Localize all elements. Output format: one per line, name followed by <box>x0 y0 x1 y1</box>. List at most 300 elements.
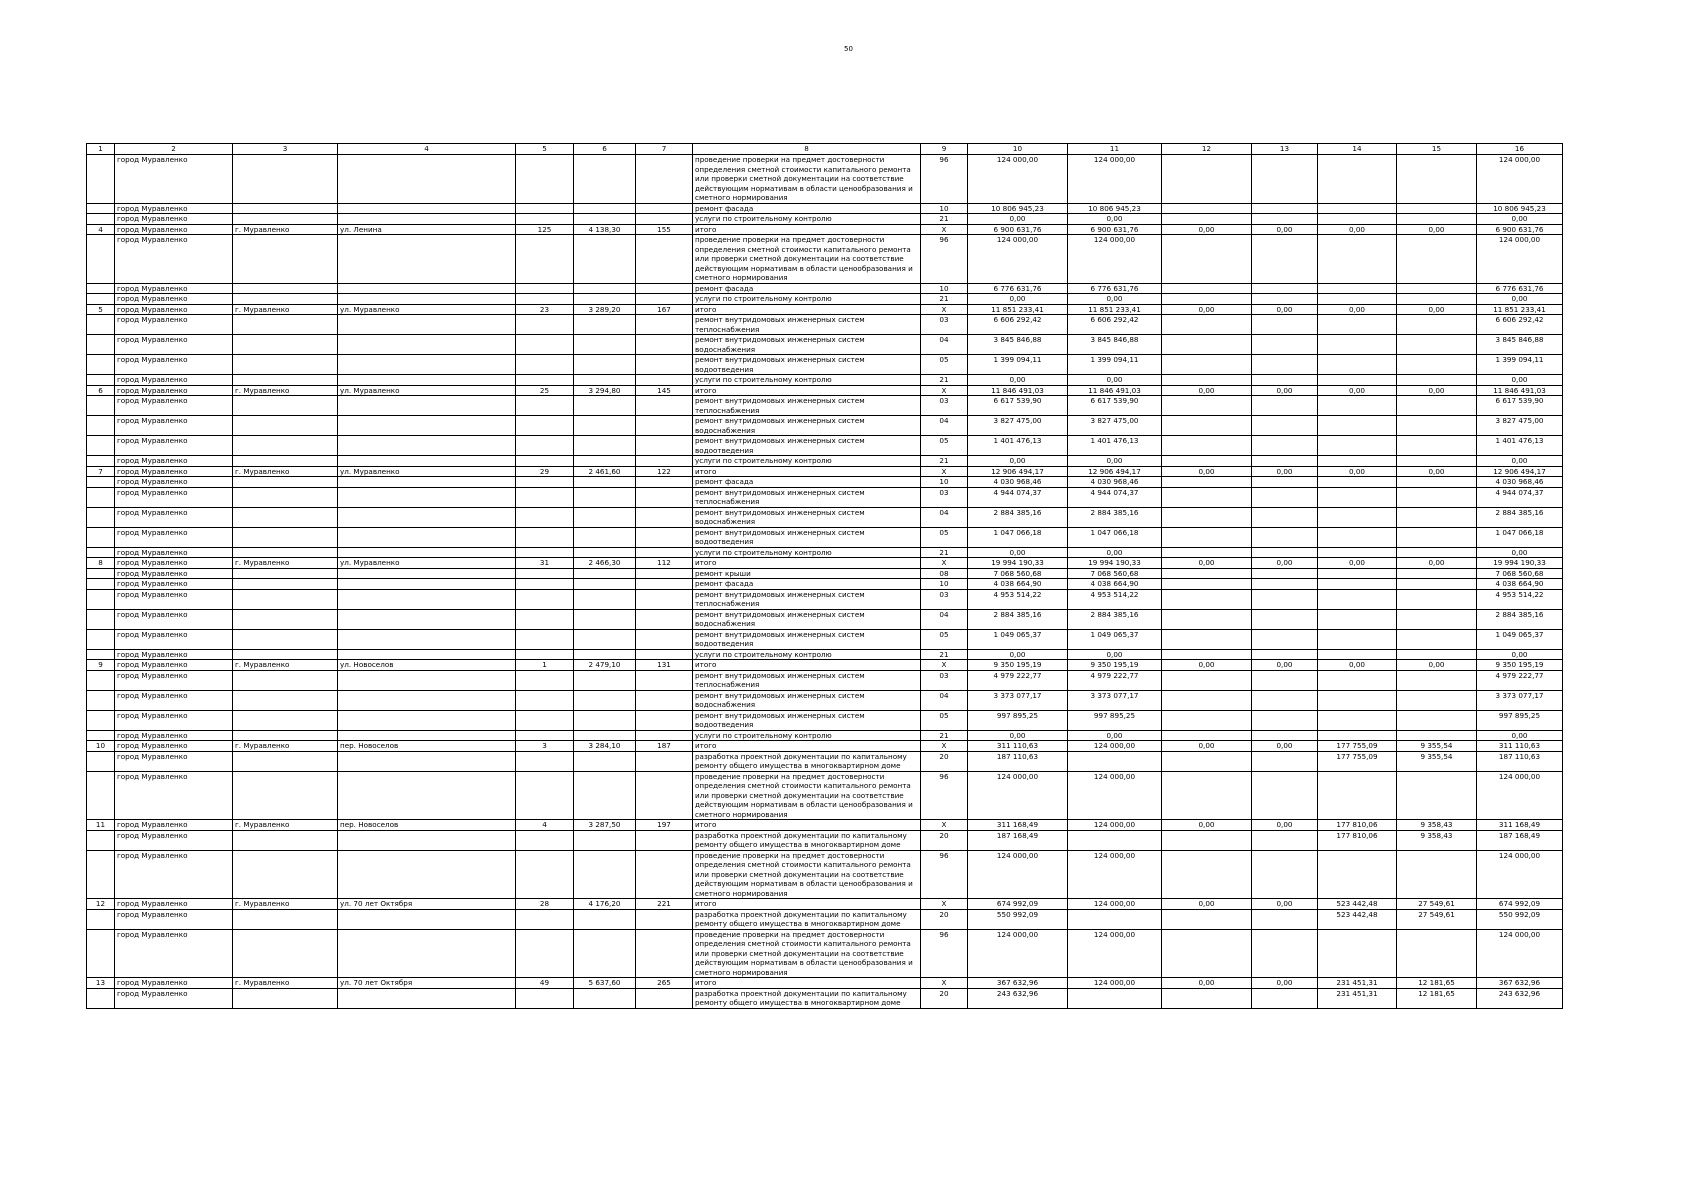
cell-fund-cost: 124 000,00 <box>1068 929 1162 978</box>
cell-fund-cost: 2 884 385,16 <box>1068 507 1162 527</box>
cell-street <box>338 830 516 850</box>
cell-fund-cost: 6 776 631,76 <box>1068 283 1162 294</box>
cell-no <box>87 283 115 294</box>
cell-code: 96 <box>921 929 968 978</box>
cell-house <box>516 579 574 590</box>
cell-code: 04 <box>921 690 968 710</box>
cell-fund-cost: 3 827 475,00 <box>1068 416 1162 436</box>
cell-no <box>87 710 115 730</box>
cell-municipality: город Муравленко <box>115 579 233 590</box>
cell-other-funds <box>1397 235 1477 284</box>
table-row <box>87 751 1563 771</box>
cell-work-type: ремонт внутридомовых инженерных систем теплоснабжения <box>693 589 921 609</box>
cell-total-cost: 3 373 077,17 <box>968 690 1068 710</box>
cell-cost-sum: 6 606 292,42 <box>1477 315 1563 335</box>
table-row <box>87 649 1563 660</box>
cell-budget-ao <box>1162 730 1252 741</box>
cell-house <box>516 155 574 204</box>
cell-no <box>87 579 115 590</box>
cell-settlement <box>233 416 338 436</box>
cell-work-type: ремонт внутридомовых инженерных систем теплоснабжения <box>693 487 921 507</box>
cell-budget-ao <box>1162 690 1252 710</box>
cell-budget-mo: 0,00 <box>1252 385 1318 396</box>
cell-other-funds: 9 355,54 <box>1397 751 1477 771</box>
cell-cost-sum: 311 168,49 <box>1477 820 1563 831</box>
cell-street <box>338 375 516 386</box>
table-row <box>87 988 1563 1008</box>
cell-other-funds: 12 181,65 <box>1397 978 1477 989</box>
cell-fund-cost: 124 000,00 <box>1068 978 1162 989</box>
cell-area: 2 466,30 <box>574 558 636 569</box>
cell-settlement <box>233 355 338 375</box>
cell-fund-cost: 124 000,00 <box>1068 741 1162 752</box>
cell-cost-sum: 124 000,00 <box>1477 235 1563 284</box>
cell-area <box>574 507 636 527</box>
cell-residents: 155 <box>636 224 693 235</box>
cell-residents <box>636 830 693 850</box>
cell-area <box>574 203 636 214</box>
cell-budget-ao: 0,00 <box>1162 385 1252 396</box>
cell-budget-ao: 0,00 <box>1162 558 1252 569</box>
cell-municipality: город Муравленко <box>115 629 233 649</box>
cell-street <box>338 203 516 214</box>
cell-no <box>87 771 115 820</box>
cell-other-funds <box>1397 456 1477 467</box>
table-row <box>87 315 1563 335</box>
cell-fund-cost: 4 953 514,22 <box>1068 589 1162 609</box>
cell-no: 9 <box>87 660 115 671</box>
cell-budget-ao <box>1162 850 1252 899</box>
cell-fund-cost: 0,00 <box>1068 294 1162 305</box>
table-row <box>87 568 1563 579</box>
cell-owners-funds <box>1318 235 1397 284</box>
cell-settlement <box>233 477 338 488</box>
cell-total-cost: 0,00 <box>968 649 1068 660</box>
cell-code: Х <box>921 304 968 315</box>
header-cell-total-cost: 10 <box>968 144 1068 155</box>
cell-budget-ao <box>1162 527 1252 547</box>
cell-work-type: ремонт внутридомовых инженерных систем водоотведения <box>693 527 921 547</box>
cell-cost-sum: 7 068 560,68 <box>1477 568 1563 579</box>
table-row <box>87 487 1563 507</box>
cell-budget-mo: 0,00 <box>1252 466 1318 477</box>
cell-cost-sum: 0,00 <box>1477 294 1563 305</box>
cell-budget-mo <box>1252 690 1318 710</box>
cell-street <box>338 155 516 204</box>
cell-other-funds <box>1397 629 1477 649</box>
cell-street: ул. Муравленко <box>338 385 516 396</box>
cell-work-type: итого <box>693 899 921 910</box>
cell-residents: 122 <box>636 466 693 477</box>
cell-cost-sum: 3 845 846,88 <box>1477 335 1563 355</box>
cell-residents <box>636 547 693 558</box>
table-row <box>87 820 1563 831</box>
cell-budget-mo <box>1252 416 1318 436</box>
cell-code: 10 <box>921 203 968 214</box>
cell-budget-mo <box>1252 487 1318 507</box>
cell-no: 6 <box>87 385 115 396</box>
cell-budget-mo <box>1252 988 1318 1008</box>
cell-municipality: город Муравленко <box>115 416 233 436</box>
cell-street <box>338 335 516 355</box>
cell-residents: 112 <box>636 558 693 569</box>
table-row <box>87 547 1563 558</box>
cell-work-type: проведение проверки на предмет достоверности определения сметной стоимости капитального ремонта или проверки сметной документации на соответствие действующим нормативам в области ценообразования и сметного нормирования <box>693 850 921 899</box>
header-cell-work-type: 8 <box>693 144 921 155</box>
header-cell-municipality: 2 <box>115 144 233 155</box>
cell-no <box>87 235 115 284</box>
cell-area <box>574 830 636 850</box>
cell-house <box>516 294 574 305</box>
table-row <box>87 396 1563 416</box>
cell-budget-ao <box>1162 315 1252 335</box>
cell-municipality: город Муравленко <box>115 203 233 214</box>
cell-cost-sum: 0,00 <box>1477 214 1563 225</box>
cell-budget-ao <box>1162 649 1252 660</box>
header-cell-cost-sum: 16 <box>1477 144 1563 155</box>
cell-total-cost: 0,00 <box>968 730 1068 741</box>
cell-municipality: город Муравленко <box>115 649 233 660</box>
cell-budget-mo <box>1252 375 1318 386</box>
cell-settlement <box>233 988 338 1008</box>
cell-other-funds: 0,00 <box>1397 385 1477 396</box>
cell-work-type: ремонт крыши <box>693 568 921 579</box>
cell-cost-sum: 124 000,00 <box>1477 155 1563 204</box>
cell-budget-mo <box>1252 456 1318 467</box>
cell-other-funds: 0,00 <box>1397 304 1477 315</box>
cell-total-cost: 12 906 494,17 <box>968 466 1068 477</box>
cell-owners-funds <box>1318 155 1397 204</box>
cell-street <box>338 751 516 771</box>
cell-code: 21 <box>921 649 968 660</box>
table-row <box>87 294 1563 305</box>
cell-budget-ao <box>1162 436 1252 456</box>
cell-budget-ao <box>1162 547 1252 558</box>
cell-code: 21 <box>921 730 968 741</box>
cell-cost-sum: 550 992,09 <box>1477 909 1563 929</box>
header-cell-street: 4 <box>338 144 516 155</box>
cell-owners-funds: 177 755,09 <box>1318 751 1397 771</box>
cell-street <box>338 235 516 284</box>
cell-street <box>338 710 516 730</box>
cell-house <box>516 396 574 416</box>
cell-residents <box>636 294 693 305</box>
cell-total-cost: 4 038 664,90 <box>968 579 1068 590</box>
cell-budget-mo <box>1252 771 1318 820</box>
cell-settlement: г. Муравленко <box>233 385 338 396</box>
cell-total-cost: 9 350 195,19 <box>968 660 1068 671</box>
table-row <box>87 558 1563 569</box>
cell-work-type: разработка проектной документации по капитальному ремонту общего имущества в многоквартирном доме <box>693 830 921 850</box>
cell-cost-sum: 997 895,25 <box>1477 710 1563 730</box>
cell-budget-ao <box>1162 294 1252 305</box>
cell-municipality: город Муравленко <box>115 850 233 899</box>
cell-municipality: город Муравленко <box>115 155 233 204</box>
cell-total-cost: 0,00 <box>968 375 1068 386</box>
cell-budget-mo <box>1252 315 1318 335</box>
cell-budget-ao <box>1162 751 1252 771</box>
cell-total-cost: 19 994 190,33 <box>968 558 1068 569</box>
cell-area <box>574 670 636 690</box>
cell-work-type: ремонт внутридомовых инженерных систем водоотведения <box>693 710 921 730</box>
cell-municipality: город Муравленко <box>115 710 233 730</box>
cell-cost-sum: 6 776 631,76 <box>1477 283 1563 294</box>
cell-owners-funds: 0,00 <box>1318 558 1397 569</box>
cell-budget-ao <box>1162 214 1252 225</box>
cell-budget-ao <box>1162 710 1252 730</box>
cell-no <box>87 487 115 507</box>
cell-total-cost: 11 851 233,41 <box>968 304 1068 315</box>
cell-other-funds <box>1397 710 1477 730</box>
cell-total-cost: 243 632,96 <box>968 988 1068 1008</box>
cell-street <box>338 527 516 547</box>
cell-cost-sum: 367 632,96 <box>1477 978 1563 989</box>
cell-no <box>87 214 115 225</box>
table-header-row <box>87 144 1563 155</box>
cell-street: ул. Муравленко <box>338 466 516 477</box>
cell-owners-funds <box>1318 487 1397 507</box>
cell-street <box>338 609 516 629</box>
cell-other-funds <box>1397 155 1477 204</box>
cell-total-cost: 124 000,00 <box>968 929 1068 978</box>
cell-no <box>87 547 115 558</box>
cell-owners-funds <box>1318 579 1397 590</box>
cell-area <box>574 375 636 386</box>
cell-owners-funds <box>1318 416 1397 436</box>
cell-settlement <box>233 396 338 416</box>
cell-budget-mo <box>1252 589 1318 609</box>
table-row <box>87 909 1563 929</box>
cell-budget-mo: 0,00 <box>1252 558 1318 569</box>
cell-house: 125 <box>516 224 574 235</box>
page-number: 50 <box>844 45 853 53</box>
cell-house <box>516 487 574 507</box>
cell-house <box>516 730 574 741</box>
cell-budget-ao: 0,00 <box>1162 978 1252 989</box>
header-cell-fund-cost: 11 <box>1068 144 1162 155</box>
cell-house: 4 <box>516 820 574 831</box>
cell-budget-mo <box>1252 649 1318 660</box>
cell-other-funds: 0,00 <box>1397 558 1477 569</box>
cell-other-funds <box>1397 487 1477 507</box>
cell-total-cost: 311 168,49 <box>968 820 1068 831</box>
cell-cost-sum: 2 884 385,16 <box>1477 507 1563 527</box>
cell-house <box>516 609 574 629</box>
cell-fund-cost <box>1068 988 1162 1008</box>
cell-no <box>87 730 115 741</box>
cell-work-type: итого <box>693 558 921 569</box>
cell-budget-mo <box>1252 235 1318 284</box>
cell-house <box>516 629 574 649</box>
table-row <box>87 609 1563 629</box>
cell-street: ул. 70 лет Октября <box>338 899 516 910</box>
cell-code: Х <box>921 820 968 831</box>
cell-budget-mo <box>1252 830 1318 850</box>
table-row <box>87 507 1563 527</box>
cell-cost-sum: 0,00 <box>1477 456 1563 467</box>
cell-total-cost: 311 110,63 <box>968 741 1068 752</box>
cell-owners-funds <box>1318 850 1397 899</box>
cell-residents <box>636 609 693 629</box>
cell-house <box>516 909 574 929</box>
cell-house: 31 <box>516 558 574 569</box>
table-row <box>87 235 1563 284</box>
cell-cost-sum: 0,00 <box>1477 649 1563 660</box>
cell-settlement <box>233 283 338 294</box>
cell-street <box>338 456 516 467</box>
capital-repair-table <box>86 143 1563 1009</box>
cell-no: 12 <box>87 899 115 910</box>
cell-no <box>87 670 115 690</box>
cell-municipality: город Муравленко <box>115 507 233 527</box>
cell-total-cost: 7 068 560,68 <box>968 568 1068 579</box>
cell-settlement <box>233 214 338 225</box>
cell-work-type: услуги по строительному контролю <box>693 294 921 305</box>
cell-fund-cost: 0,00 <box>1068 214 1162 225</box>
cell-house <box>516 477 574 488</box>
cell-fund-cost: 0,00 <box>1068 547 1162 558</box>
cell-no <box>87 629 115 649</box>
cell-no <box>87 929 115 978</box>
cell-work-type: ремонт внутридомовых инженерных систем водоснабжения <box>693 507 921 527</box>
cell-residents <box>636 589 693 609</box>
cell-settlement: г. Муравленко <box>233 304 338 315</box>
cell-code: 03 <box>921 487 968 507</box>
cell-fund-cost: 1 399 094,11 <box>1068 355 1162 375</box>
header-cell-no: 1 <box>87 144 115 155</box>
cell-settlement <box>233 730 338 741</box>
cell-area: 3 287,50 <box>574 820 636 831</box>
cell-municipality: город Муравленко <box>115 396 233 416</box>
cell-cost-sum: 3 373 077,17 <box>1477 690 1563 710</box>
cell-work-type: ремонт внутридомовых инженерных систем водоотведения <box>693 436 921 456</box>
cell-work-type: итого <box>693 820 921 831</box>
cell-total-cost: 0,00 <box>968 456 1068 467</box>
cell-owners-funds <box>1318 355 1397 375</box>
cell-other-funds <box>1397 579 1477 590</box>
cell-area <box>574 214 636 225</box>
cell-cost-sum: 4 953 514,22 <box>1477 589 1563 609</box>
cell-other-funds <box>1397 589 1477 609</box>
table-row <box>87 710 1563 730</box>
cell-municipality: город Муравленко <box>115 558 233 569</box>
cell-house <box>516 929 574 978</box>
cell-code: 96 <box>921 850 968 899</box>
cell-code: 10 <box>921 477 968 488</box>
cell-street: ул. Муравленко <box>338 558 516 569</box>
cell-settlement <box>233 751 338 771</box>
cell-municipality: город Муравленко <box>115 304 233 315</box>
cell-other-funds <box>1397 527 1477 547</box>
cell-work-type: ремонт фасада <box>693 203 921 214</box>
cell-owners-funds: 0,00 <box>1318 385 1397 396</box>
cell-owners-funds <box>1318 670 1397 690</box>
cell-owners-funds <box>1318 315 1397 335</box>
cell-budget-ao <box>1162 335 1252 355</box>
cell-area <box>574 850 636 899</box>
cell-settlement: г. Муравленко <box>233 558 338 569</box>
cell-street <box>338 214 516 225</box>
cell-budget-mo: 0,00 <box>1252 820 1318 831</box>
cell-area <box>574 456 636 467</box>
cell-area <box>574 690 636 710</box>
cell-total-cost: 367 632,96 <box>968 978 1068 989</box>
cell-total-cost: 11 846 491,03 <box>968 385 1068 396</box>
cell-code: 21 <box>921 547 968 558</box>
table-row <box>87 850 1563 899</box>
cell-owners-funds <box>1318 507 1397 527</box>
cell-code: 21 <box>921 214 968 225</box>
cell-residents <box>636 396 693 416</box>
cell-owners-funds: 0,00 <box>1318 224 1397 235</box>
cell-residents <box>636 568 693 579</box>
cell-code: 20 <box>921 751 968 771</box>
cell-total-cost: 124 000,00 <box>968 850 1068 899</box>
cell-budget-ao <box>1162 375 1252 386</box>
cell-house <box>516 335 574 355</box>
cell-other-funds <box>1397 850 1477 899</box>
cell-cost-sum: 187 110,63 <box>1477 751 1563 771</box>
cell-budget-mo: 0,00 <box>1252 899 1318 910</box>
cell-settlement <box>233 690 338 710</box>
cell-house: 28 <box>516 899 574 910</box>
cell-street <box>338 649 516 660</box>
cell-budget-ao <box>1162 670 1252 690</box>
cell-no <box>87 609 115 629</box>
cell-no <box>87 315 115 335</box>
cell-no <box>87 436 115 456</box>
table-row <box>87 978 1563 989</box>
cell-work-type: услуги по строительному контролю <box>693 375 921 386</box>
cell-municipality: город Муравленко <box>115 771 233 820</box>
cell-house: 1 <box>516 660 574 671</box>
table-row <box>87 660 1563 671</box>
cell-owners-funds: 231 451,31 <box>1318 988 1397 1008</box>
cell-work-type: ремонт внутридомовых инженерных систем водоснабжения <box>693 609 921 629</box>
cell-settlement <box>233 507 338 527</box>
cell-work-type: проведение проверки на предмет достоверности определения сметной стоимости капитального ремонта или проверки сметной документации на соответствие действующим нормативам в области ценообразования и сметного нормирования <box>693 929 921 978</box>
cell-street: ул. 70 лет Октября <box>338 978 516 989</box>
table-row <box>87 629 1563 649</box>
cell-fund-cost: 6 900 631,76 <box>1068 224 1162 235</box>
cell-area <box>574 487 636 507</box>
cell-fund-cost: 0,00 <box>1068 456 1162 467</box>
cell-cost-sum: 11 851 233,41 <box>1477 304 1563 315</box>
cell-cost-sum: 1 399 094,11 <box>1477 355 1563 375</box>
cell-residents <box>636 710 693 730</box>
cell-settlement <box>233 609 338 629</box>
cell-municipality: город Муравленко <box>115 751 233 771</box>
cell-budget-mo <box>1252 507 1318 527</box>
cell-no <box>87 988 115 1008</box>
table-row <box>87 466 1563 477</box>
cell-settlement <box>233 547 338 558</box>
table-row <box>87 730 1563 741</box>
cell-code: 03 <box>921 396 968 416</box>
cell-work-type: услуги по строительному контролю <box>693 730 921 741</box>
cell-municipality: город Муравленко <box>115 355 233 375</box>
cell-code: 96 <box>921 155 968 204</box>
cell-other-funds <box>1397 315 1477 335</box>
cell-house <box>516 850 574 899</box>
cell-total-cost: 124 000,00 <box>968 771 1068 820</box>
cell-budget-ao <box>1162 629 1252 649</box>
cell-cost-sum: 124 000,00 <box>1477 929 1563 978</box>
cell-code: 05 <box>921 355 968 375</box>
cell-other-funds: 12 181,65 <box>1397 988 1477 1008</box>
cell-budget-mo: 0,00 <box>1252 660 1318 671</box>
cell-budget-mo <box>1252 579 1318 590</box>
